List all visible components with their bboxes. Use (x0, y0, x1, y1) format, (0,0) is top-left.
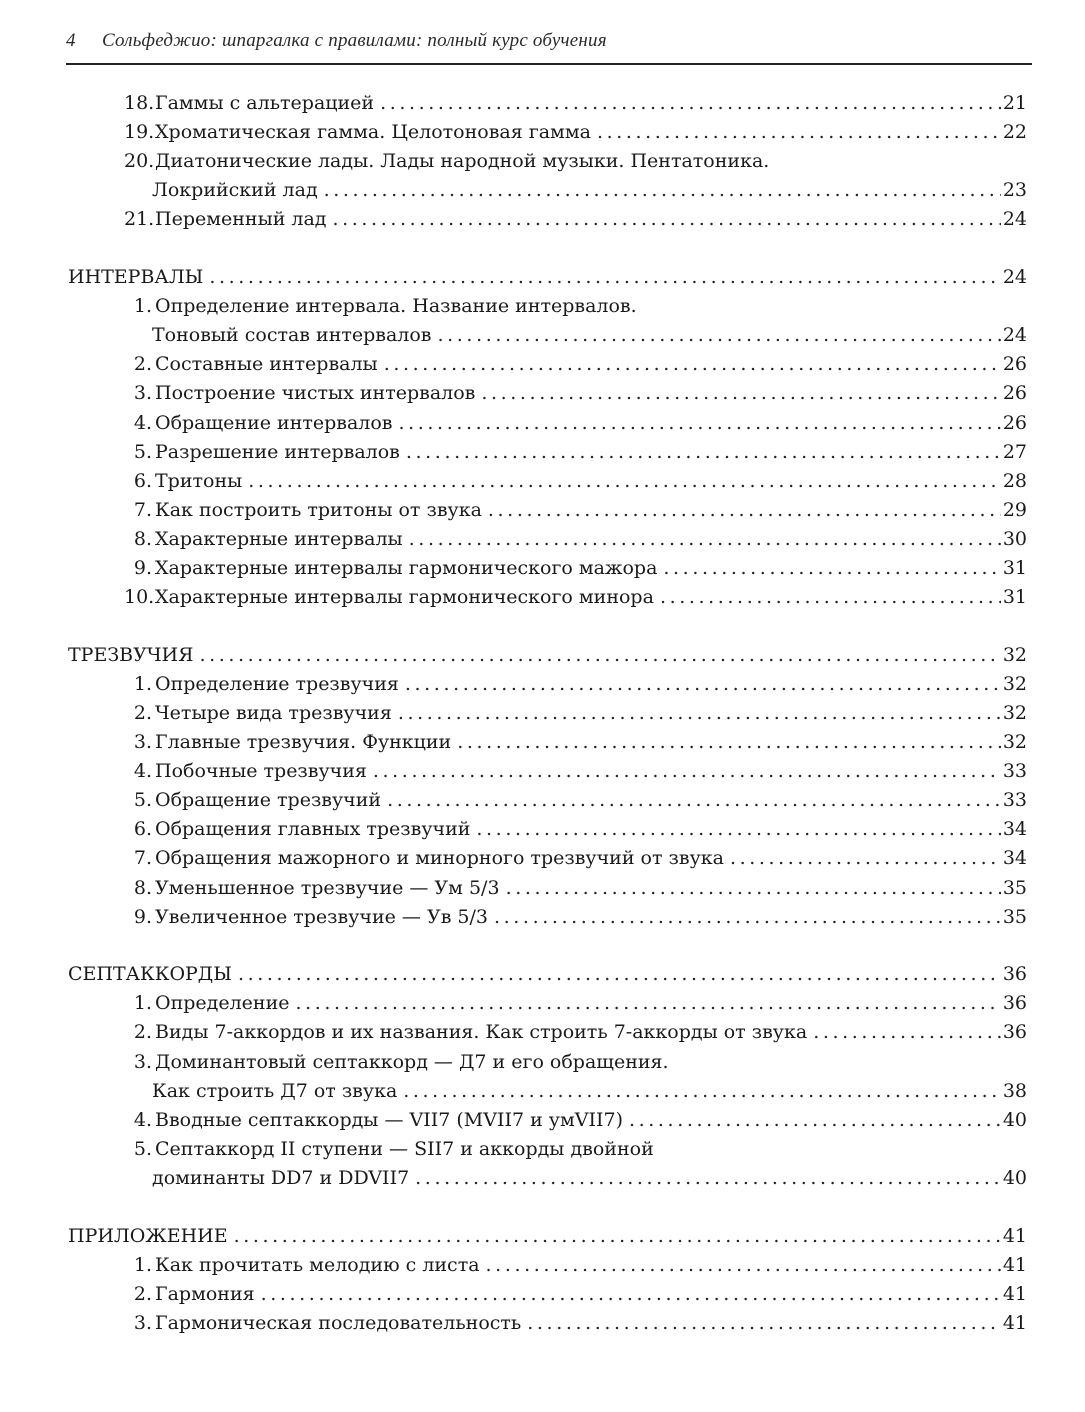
toc-section (68, 1222, 1027, 1251)
dot-leader (415, 1164, 1001, 1193)
toc-section (68, 641, 1027, 670)
toc-page-number: 26 (1002, 412, 1027, 434)
toc-entry (124, 292, 1027, 321)
dot-leader (406, 438, 1001, 467)
toc-page-number: 33 (1002, 789, 1027, 811)
toc-entry-number: 2. (133, 353, 152, 375)
toc-entry-title: доминанты DD7 и DDVII7 (152, 1167, 410, 1189)
toc-entry-title: Четыре вида трезвучия (155, 702, 392, 724)
toc-entry-title: Составные интервалы (155, 353, 378, 375)
toc-entry-number: 9. (133, 906, 152, 928)
dot-leader (476, 815, 1000, 844)
toc-entry-number: 4. (133, 760, 152, 782)
dot-leader (488, 496, 1001, 525)
toc-entry (124, 554, 1027, 583)
toc-entry-number: 3. (133, 382, 152, 404)
dot-leader (199, 641, 1000, 670)
toc-entry-title: Обращение интервалов (155, 412, 393, 434)
toc-page-number: 28 (1002, 470, 1027, 492)
dot-leader (597, 118, 1001, 147)
toc-page-number: 31 (1002, 557, 1027, 579)
toc-entry-title: Переменный лад (155, 208, 327, 230)
dot-leader (209, 263, 1000, 292)
toc-entry-number: 2. (133, 1021, 152, 1043)
toc-entry-number: 7. (133, 847, 152, 869)
toc-entry-number: 2. (133, 1283, 152, 1305)
toc-entry-number: 8. (133, 528, 152, 550)
toc-page-number: 36 (1002, 992, 1027, 1014)
toc-entry-number: 4. (133, 1109, 152, 1131)
toc-entry-title: Тоновый состав интервалов (152, 324, 432, 346)
dot-leader (295, 989, 1000, 1018)
toc-entry-title: Увеличенное трезвучие — Ув 5/3 (155, 906, 489, 928)
toc-page-number: 26 (1002, 382, 1027, 404)
toc-page-number: 32 (1002, 731, 1027, 753)
toc-entry-number: 3. (133, 731, 152, 753)
toc-entry-number: 1. (133, 673, 152, 695)
dot-leader (506, 874, 1001, 903)
toc-entry-title: Обращение трезвучий (155, 789, 382, 811)
toc-page-number: 31 (1002, 586, 1027, 608)
toc-entry (124, 1309, 1027, 1338)
toc-entry-title: Гармоническая последовательность (155, 1312, 522, 1334)
toc-entry-number: 5. (133, 789, 152, 811)
dot-leader (813, 1018, 1001, 1047)
toc-entry-title: Определение (155, 992, 290, 1014)
toc-page-number: 22 (1002, 121, 1027, 143)
toc-entry-number: 5. (133, 441, 152, 463)
toc-page-number: 41 (1002, 1312, 1027, 1334)
toc-page-number: 36 (1002, 1021, 1027, 1043)
toc-page-number: 40 (1002, 1167, 1027, 1189)
toc-entry-number: 3. (133, 1051, 152, 1073)
toc-entry-title: Обращения мажорного и минорного трезвучий от звука (155, 847, 724, 869)
toc-entry (124, 525, 1027, 554)
dot-leader (660, 583, 1001, 612)
toc-entry-title: Характерные интервалы (155, 528, 403, 550)
toc-entry-title: Вводные септаккорды — VII7 (МVII7 и умVII7) (155, 1109, 623, 1131)
toc-entry-title: Построение чистых интервалов (155, 382, 476, 404)
dot-leader (238, 960, 1001, 989)
toc-page-number: 24 (1002, 266, 1027, 288)
toc-entry (124, 205, 1027, 234)
toc-entry-number: 10. (124, 586, 155, 608)
toc-section-title: СЕПТАККОРДЫ (68, 963, 232, 985)
toc-page-number: 35 (1002, 906, 1027, 928)
dot-leader (409, 525, 1001, 554)
toc-entry-continuation (152, 1164, 1027, 1193)
dot-leader (403, 1077, 1001, 1106)
dot-leader (384, 350, 1001, 379)
toc-page-number: 30 (1002, 528, 1027, 550)
toc-entry-title: Диатонические лады. Лады народной музыки. Пентатоника. (155, 150, 770, 172)
toc-page-number: 32 (1002, 702, 1027, 724)
toc-entry-number: 1. (133, 992, 152, 1014)
toc-entry (124, 147, 1027, 176)
toc-entry (124, 583, 1027, 612)
toc-entry-title: Гаммы с альтерацией (155, 92, 375, 114)
toc-entry-number: 1. (133, 1254, 152, 1276)
toc-entry-title: Локрийский лад (152, 179, 318, 201)
dot-leader (629, 1106, 1001, 1135)
toc-page-number: 33 (1002, 760, 1027, 782)
toc-page-number: 40 (1002, 1109, 1027, 1131)
toc-entry-title: Главные трезвучия. Функции (155, 731, 452, 753)
toc-entry (124, 989, 1027, 1018)
toc-entry (124, 1135, 1027, 1164)
toc-entry-number: 3. (133, 1312, 152, 1334)
toc-entry-number: 18. (124, 92, 155, 114)
toc-entry-title: Доминантовый септаккорд — Д7 и его обращения. (155, 1051, 669, 1073)
toc-entry-title: Как построить тритоны от звука (155, 499, 482, 521)
toc-entry-number: 5. (133, 1138, 152, 1160)
dot-leader (730, 844, 1001, 873)
toc-entry-title: Определение интервала. Название интервалов. (155, 295, 637, 317)
dot-leader (261, 1280, 1001, 1309)
running-title: Сольфеджио: шпаргалка с правилами: полный курс обучения (102, 30, 607, 51)
toc-entry (124, 1018, 1027, 1047)
dot-leader (398, 699, 1001, 728)
toc-entry-number: 1. (133, 295, 152, 317)
toc-entry-continuation (152, 176, 1027, 205)
toc-page-number: 34 (1002, 847, 1027, 869)
toc-entry-title: Как строить Д7 от звука (152, 1080, 398, 1102)
toc-entry-number: 21. (124, 208, 155, 230)
toc-entry (124, 467, 1027, 496)
toc-entry (124, 118, 1027, 147)
toc-entry (124, 874, 1027, 903)
toc-entry-title: Обращения главных трезвучий (155, 818, 471, 840)
toc-entry-title: Уменьшенное трезвучие — Ум 5/3 (155, 877, 500, 899)
toc-entry-title: Характерные интервалы гармонического минора (155, 586, 654, 608)
toc-page-number: 32 (1002, 673, 1027, 695)
toc-page-number: 41 (1002, 1254, 1027, 1276)
toc-page-number: 32 (1002, 644, 1027, 666)
toc-entry (124, 815, 1027, 844)
page-number: 4 (66, 30, 76, 51)
toc-entry (124, 1251, 1027, 1280)
toc-page-number: 35 (1002, 877, 1027, 899)
toc-section-title: ТРЕЗВУЧИЯ (68, 644, 194, 666)
toc-entry-title: Хроматическая гамма. Целотоновая гамма (155, 121, 591, 143)
toc-page-number: 41 (1002, 1283, 1027, 1305)
toc-entry-title: Гармония (155, 1283, 255, 1305)
toc-entry (124, 903, 1027, 932)
toc-entry (124, 1106, 1027, 1135)
dot-leader (481, 379, 1000, 408)
toc-entry-title: Побочные трезвучия (155, 760, 367, 782)
toc-entry (124, 1280, 1027, 1309)
toc-entry-number: 8. (133, 877, 152, 899)
dot-leader (527, 1309, 1001, 1338)
dot-leader (494, 903, 1001, 932)
toc-page-number: 27 (1002, 441, 1027, 463)
toc-entry-number: 6. (133, 818, 152, 840)
toc-entry-number: 7. (133, 499, 152, 521)
dot-leader (380, 89, 1001, 118)
dot-leader (438, 321, 1001, 350)
toc-entry (124, 1048, 1027, 1077)
dot-leader (405, 670, 1001, 699)
toc-entry-title: Виды 7-аккордов и их названия. Как строить 7-аккорды от звука (155, 1021, 808, 1043)
toc-page-number: 26 (1002, 353, 1027, 375)
toc-page-number: 34 (1002, 818, 1027, 840)
toc-entry-title: Как прочитать мелодию с листа (155, 1254, 480, 1276)
toc-entry (124, 699, 1027, 728)
toc-entry-number: 19. (124, 121, 155, 143)
dot-leader (373, 757, 1001, 786)
toc-entry-title: Характерные интервалы гармонического мажора (155, 557, 658, 579)
toc-page-number: 24 (1002, 324, 1027, 346)
dot-leader (324, 176, 1001, 205)
toc-entry (124, 379, 1027, 408)
toc-page-number: 24 (1002, 208, 1027, 230)
dot-leader (333, 205, 1001, 234)
toc-entry-continuation (152, 1077, 1027, 1106)
dot-leader (399, 409, 1001, 438)
toc-entry-number: 2. (133, 702, 152, 724)
toc-page-number: 21 (1002, 92, 1027, 114)
toc-page-number: 29 (1002, 499, 1027, 521)
toc-entry (124, 728, 1027, 757)
toc-entry-title: Разрешение интервалов (155, 441, 400, 463)
toc-section-title: ПРИЛОЖЕНИЕ (68, 1225, 228, 1247)
toc-entry (124, 844, 1027, 873)
dot-leader (248, 467, 1001, 496)
toc-section-title: ИНТЕРВАЛЫ (68, 266, 204, 288)
toc-section (68, 263, 1027, 292)
toc-entry-number: 4. (133, 412, 152, 434)
toc-entry (124, 496, 1027, 525)
toc-page-number: 23 (1002, 179, 1027, 201)
toc-entry-continuation (152, 321, 1027, 350)
dot-leader (234, 1222, 1001, 1251)
toc-entry-title: Тритоны (155, 470, 243, 492)
toc-entry-title: Септаккорд II ступени — SII7 и аккорды двойной (155, 1138, 654, 1160)
toc-page-number: 41 (1002, 1225, 1027, 1247)
dot-leader (486, 1251, 1001, 1280)
toc-entry (124, 89, 1027, 118)
dot-leader (387, 786, 1001, 815)
toc-entry-number: 20. (124, 150, 155, 172)
toc-entry (124, 409, 1027, 438)
toc-page-number: 38 (1002, 1080, 1027, 1102)
toc-entry-number: 6. (133, 470, 152, 492)
toc-entry-number: 9. (133, 557, 152, 579)
toc-section (68, 960, 1027, 989)
toc-entry (124, 757, 1027, 786)
toc-page-number: 36 (1002, 963, 1027, 985)
toc-entry-title: Определение трезвучия (155, 673, 399, 695)
toc-entry (124, 438, 1027, 467)
dot-leader (457, 728, 1001, 757)
toc-entry (124, 350, 1027, 379)
toc-entry (124, 786, 1027, 815)
toc-entry (124, 670, 1027, 699)
dot-leader (663, 554, 1000, 583)
